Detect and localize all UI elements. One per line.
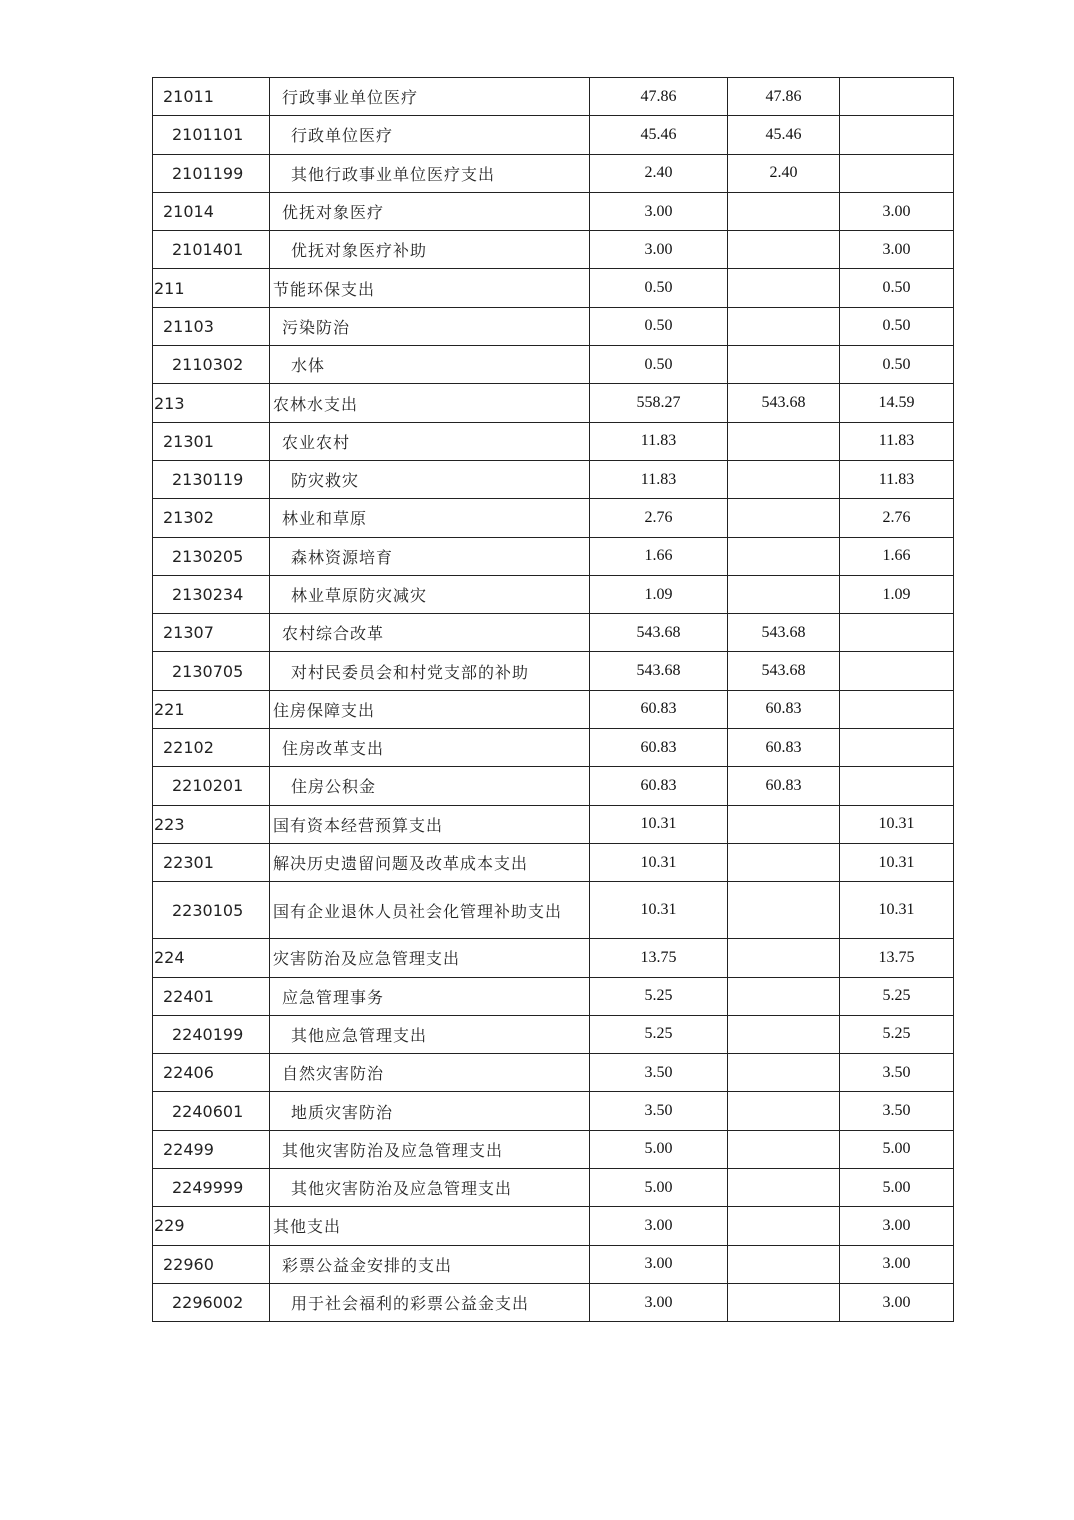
project-expenditure-cell: 1.66 xyxy=(840,537,954,575)
basic-expenditure-cell xyxy=(728,575,840,613)
total-amount-cell: 0.50 xyxy=(590,307,728,345)
total-amount-cell: 3.00 xyxy=(590,1207,728,1245)
subject-name-cell: 行政单位医疗 xyxy=(270,116,590,154)
project-expenditure-cell: 0.50 xyxy=(840,346,954,384)
subject-name-cell: 优抚对象医疗补助 xyxy=(270,231,590,269)
basic-expenditure-cell xyxy=(728,1207,840,1245)
subject-name-cell: 解决历史遗留问题及改革成本支出 xyxy=(270,843,590,881)
basic-expenditure-cell: 2.40 xyxy=(728,154,840,192)
basic-expenditure-cell xyxy=(728,231,840,269)
project-expenditure-cell: 13.75 xyxy=(840,939,954,977)
subject-code-cell: 2240199 xyxy=(153,1015,270,1053)
subject-code-cell: 2101401 xyxy=(153,231,270,269)
subject-name-cell: 森林资源培育 xyxy=(270,537,590,575)
table-row xyxy=(153,1207,954,1245)
basic-expenditure-cell: 60.83 xyxy=(728,729,840,767)
table-body xyxy=(153,78,954,1322)
total-amount-cell: 558.27 xyxy=(590,384,728,422)
table-row xyxy=(153,977,954,1015)
project-expenditure-cell xyxy=(840,154,954,192)
basic-expenditure-cell: 543.68 xyxy=(728,652,840,690)
subject-name-cell: 应急管理事务 xyxy=(270,977,590,1015)
basic-expenditure-cell: 60.83 xyxy=(728,767,840,805)
basic-expenditure-cell xyxy=(728,307,840,345)
total-amount-cell: 60.83 xyxy=(590,767,728,805)
subject-name-cell: 污染防治 xyxy=(270,307,590,345)
basic-expenditure-cell xyxy=(728,346,840,384)
subject-name-cell: 国有企业退休人员社会化管理补助支出 xyxy=(270,882,590,939)
table-row xyxy=(153,460,954,498)
table-row xyxy=(153,614,954,652)
subject-code-cell: 2210201 xyxy=(153,767,270,805)
subject-code-cell: 2130705 xyxy=(153,652,270,690)
table-row xyxy=(153,939,954,977)
basic-expenditure-cell xyxy=(728,843,840,881)
basic-expenditure-cell xyxy=(728,1015,840,1053)
subject-code-cell: 2101199 xyxy=(153,154,270,192)
total-amount-cell: 11.83 xyxy=(590,422,728,460)
subject-code-cell: 22102 xyxy=(153,729,270,767)
subject-code-cell: 22406 xyxy=(153,1054,270,1092)
project-expenditure-cell xyxy=(840,652,954,690)
project-expenditure-cell xyxy=(840,767,954,805)
project-expenditure-cell xyxy=(840,729,954,767)
subject-code-cell: 2130205 xyxy=(153,537,270,575)
table-row xyxy=(153,729,954,767)
table-row xyxy=(153,1130,954,1168)
basic-expenditure-cell xyxy=(728,1245,840,1283)
total-amount-cell: 10.31 xyxy=(590,882,728,939)
subject-name-cell: 地质灾害防治 xyxy=(270,1092,590,1130)
total-amount-cell: 3.50 xyxy=(590,1054,728,1092)
total-amount-cell: 1.09 xyxy=(590,575,728,613)
total-amount-cell: 10.31 xyxy=(590,805,728,843)
project-expenditure-cell: 11.83 xyxy=(840,460,954,498)
total-amount-cell: 45.46 xyxy=(590,116,728,154)
subject-name-cell: 林业和草原 xyxy=(270,499,590,537)
project-expenditure-cell: 10.31 xyxy=(840,805,954,843)
table-row xyxy=(153,269,954,307)
total-amount-cell: 3.00 xyxy=(590,231,728,269)
project-expenditure-cell: 0.50 xyxy=(840,307,954,345)
total-amount-cell: 13.75 xyxy=(590,939,728,977)
subject-code-cell: 2130119 xyxy=(153,460,270,498)
total-amount-cell: 60.83 xyxy=(590,729,728,767)
basic-expenditure-cell xyxy=(728,1054,840,1092)
subject-name-cell: 自然灾害防治 xyxy=(270,1054,590,1092)
subject-code-cell: 2130234 xyxy=(153,575,270,613)
subject-name-cell: 灾害防治及应急管理支出 xyxy=(270,939,590,977)
basic-expenditure-cell xyxy=(728,1283,840,1321)
table-row xyxy=(153,499,954,537)
basic-expenditure-cell xyxy=(728,1130,840,1168)
basic-expenditure-cell xyxy=(728,939,840,977)
table-row xyxy=(153,422,954,460)
table-row xyxy=(153,307,954,345)
subject-code-cell: 22499 xyxy=(153,1130,270,1168)
total-amount-cell: 47.86 xyxy=(590,78,728,116)
subject-code-cell: 221 xyxy=(153,690,270,728)
subject-code-cell: 22301 xyxy=(153,843,270,881)
table-row xyxy=(153,575,954,613)
project-expenditure-cell: 5.00 xyxy=(840,1169,954,1207)
basic-expenditure-cell xyxy=(728,805,840,843)
table-row xyxy=(153,652,954,690)
basic-expenditure-cell: 543.68 xyxy=(728,614,840,652)
project-expenditure-cell: 11.83 xyxy=(840,422,954,460)
basic-expenditure-cell xyxy=(728,882,840,939)
project-expenditure-cell: 1.09 xyxy=(840,575,954,613)
project-expenditure-cell: 0.50 xyxy=(840,269,954,307)
project-expenditure-cell: 3.00 xyxy=(840,1245,954,1283)
project-expenditure-cell: 5.25 xyxy=(840,977,954,1015)
basic-expenditure-cell xyxy=(728,269,840,307)
total-amount-cell: 3.50 xyxy=(590,1092,728,1130)
table-row xyxy=(153,843,954,881)
subject-code-cell: 21011 xyxy=(153,78,270,116)
total-amount-cell: 3.00 xyxy=(590,1245,728,1283)
total-amount-cell: 5.25 xyxy=(590,1015,728,1053)
total-amount-cell: 60.83 xyxy=(590,690,728,728)
subject-name-cell: 其他行政事业单位医疗支出 xyxy=(270,154,590,192)
table-row xyxy=(153,154,954,192)
subject-code-cell: 2110302 xyxy=(153,346,270,384)
basic-expenditure-cell xyxy=(728,537,840,575)
project-expenditure-cell: 5.00 xyxy=(840,1130,954,1168)
subject-name-cell: 防灾救灾 xyxy=(270,460,590,498)
total-amount-cell: 5.00 xyxy=(590,1169,728,1207)
project-expenditure-cell: 3.50 xyxy=(840,1054,954,1092)
total-amount-cell: 10.31 xyxy=(590,843,728,881)
table-row xyxy=(153,805,954,843)
subject-code-cell: 2240601 xyxy=(153,1092,270,1130)
basic-expenditure-cell: 543.68 xyxy=(728,384,840,422)
subject-name-cell: 其他支出 xyxy=(270,1207,590,1245)
subject-code-cell: 22401 xyxy=(153,977,270,1015)
table-row xyxy=(153,192,954,230)
subject-code-cell: 21014 xyxy=(153,192,270,230)
project-expenditure-cell: 3.00 xyxy=(840,1207,954,1245)
subject-name-cell: 林业草原防灾减灾 xyxy=(270,575,590,613)
subject-name-cell: 行政事业单位医疗 xyxy=(270,78,590,116)
subject-code-cell: 2296002 xyxy=(153,1283,270,1321)
subject-name-cell: 农村综合改革 xyxy=(270,614,590,652)
project-expenditure-cell: 10.31 xyxy=(840,843,954,881)
basic-expenditure-cell xyxy=(728,422,840,460)
total-amount-cell: 5.25 xyxy=(590,977,728,1015)
table-row xyxy=(153,116,954,154)
total-amount-cell: 0.50 xyxy=(590,269,728,307)
subject-code-cell: 2101101 xyxy=(153,116,270,154)
basic-expenditure-cell xyxy=(728,192,840,230)
subject-code-cell: 224 xyxy=(153,939,270,977)
project-expenditure-cell: 10.31 xyxy=(840,882,954,939)
subject-name-cell: 住房公积金 xyxy=(270,767,590,805)
subject-code-cell: 21103 xyxy=(153,307,270,345)
total-amount-cell: 3.00 xyxy=(590,1283,728,1321)
subject-code-cell: 229 xyxy=(153,1207,270,1245)
basic-expenditure-cell xyxy=(728,460,840,498)
total-amount-cell: 3.00 xyxy=(590,192,728,230)
project-expenditure-cell xyxy=(840,116,954,154)
table-row xyxy=(153,231,954,269)
subject-code-cell: 21301 xyxy=(153,422,270,460)
subject-code-cell: 2230105 xyxy=(153,882,270,939)
basic-expenditure-cell xyxy=(728,1169,840,1207)
table-row xyxy=(153,1283,954,1321)
subject-name-cell: 对村民委员会和村党支部的补助 xyxy=(270,652,590,690)
table-row xyxy=(153,882,954,939)
subject-name-cell: 其他应急管理支出 xyxy=(270,1015,590,1053)
total-amount-cell: 543.68 xyxy=(590,652,728,690)
subject-name-cell: 其他灾害防治及应急管理支出 xyxy=(270,1169,590,1207)
total-amount-cell: 2.76 xyxy=(590,499,728,537)
subject-name-cell: 农林水支出 xyxy=(270,384,590,422)
subject-code-cell: 211 xyxy=(153,269,270,307)
basic-expenditure-cell xyxy=(728,1092,840,1130)
subject-code-cell: 22960 xyxy=(153,1245,270,1283)
subject-code-cell: 21307 xyxy=(153,614,270,652)
table-row xyxy=(153,1092,954,1130)
subject-name-cell: 其他灾害防治及应急管理支出 xyxy=(270,1130,590,1168)
subject-name-cell: 用于社会福利的彩票公益金支出 xyxy=(270,1283,590,1321)
total-amount-cell: 1.66 xyxy=(590,537,728,575)
table-row xyxy=(153,690,954,728)
total-amount-cell: 5.00 xyxy=(590,1130,728,1168)
project-expenditure-cell: 3.00 xyxy=(840,231,954,269)
total-amount-cell: 11.83 xyxy=(590,460,728,498)
project-expenditure-cell: 14.59 xyxy=(840,384,954,422)
project-expenditure-cell: 3.50 xyxy=(840,1092,954,1130)
subject-name-cell: 优抚对象医疗 xyxy=(270,192,590,230)
project-expenditure-cell: 3.00 xyxy=(840,192,954,230)
subject-name-cell: 水体 xyxy=(270,346,590,384)
project-expenditure-cell: 3.00 xyxy=(840,1283,954,1321)
table-row xyxy=(153,1015,954,1053)
basic-expenditure-cell xyxy=(728,499,840,537)
subject-code-cell: 213 xyxy=(153,384,270,422)
subject-code-cell: 2249999 xyxy=(153,1169,270,1207)
subject-code-cell: 21302 xyxy=(153,499,270,537)
project-expenditure-cell xyxy=(840,614,954,652)
project-expenditure-cell: 5.25 xyxy=(840,1015,954,1053)
total-amount-cell: 543.68 xyxy=(590,614,728,652)
table-row xyxy=(153,1054,954,1092)
subject-name-cell: 节能环保支出 xyxy=(270,269,590,307)
subject-name-cell: 国有资本经营预算支出 xyxy=(270,805,590,843)
total-amount-cell: 0.50 xyxy=(590,346,728,384)
project-expenditure-cell: 2.76 xyxy=(840,499,954,537)
table-row xyxy=(153,767,954,805)
table-row xyxy=(153,384,954,422)
table-row xyxy=(153,1245,954,1283)
table-row xyxy=(153,346,954,384)
total-amount-cell: 2.40 xyxy=(590,154,728,192)
subject-name-cell: 住房改革支出 xyxy=(270,729,590,767)
subject-name-cell: 农业农村 xyxy=(270,422,590,460)
subject-name-cell: 住房保障支出 xyxy=(270,690,590,728)
basic-expenditure-cell: 47.86 xyxy=(728,78,840,116)
table-row xyxy=(153,78,954,116)
subject-code-cell: 223 xyxy=(153,805,270,843)
basic-expenditure-cell xyxy=(728,977,840,1015)
basic-expenditure-cell: 45.46 xyxy=(728,116,840,154)
table-row xyxy=(153,1169,954,1207)
project-expenditure-cell xyxy=(840,78,954,116)
project-expenditure-cell xyxy=(840,690,954,728)
budget-expenditure-table xyxy=(152,77,954,1322)
basic-expenditure-cell: 60.83 xyxy=(728,690,840,728)
subject-name-cell: 彩票公益金安排的支出 xyxy=(270,1245,590,1283)
table-row xyxy=(153,537,954,575)
